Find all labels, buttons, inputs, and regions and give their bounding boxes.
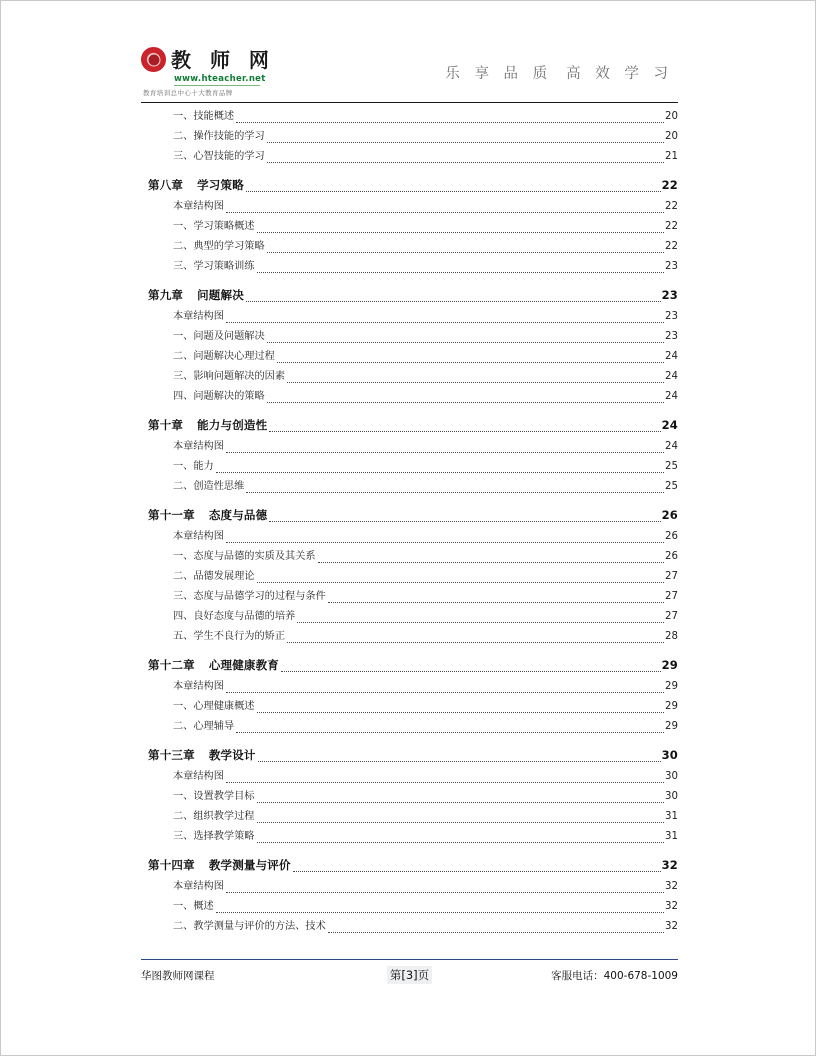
toc-chapter-title: 学习策略: [197, 178, 244, 192]
toc-entry-label: 三、选择教学策略: [173, 831, 255, 842]
toc-section-entry[interactable]: [141, 567, 678, 587]
toc-entry-label: 第十一章 态度与品德: [148, 504, 267, 527]
toc-page-number: 23: [665, 261, 678, 272]
toc-page-number: 32: [661, 858, 678, 872]
toc-page-number: 22: [665, 201, 678, 212]
red-round-seal-icon: [141, 47, 166, 72]
toc-section-entry[interactable]: [141, 127, 678, 147]
toc-section-entry[interactable]: [141, 347, 678, 367]
toc-section-entry[interactable]: [141, 787, 678, 807]
toc-dot-leader: [257, 712, 665, 713]
toc-entry-label: 本章结构图: [173, 311, 224, 322]
toc-page-number: 26: [665, 531, 678, 542]
toc-page-number: 32: [665, 921, 678, 932]
toc-dot-leader: [257, 272, 665, 273]
toc-entry-label: 一、问题及问题解决: [173, 331, 265, 342]
toc-page-number: 31: [665, 831, 678, 842]
toc-entry-label: 第十章 能力与创造性: [148, 414, 267, 437]
toc-entry-label: 本章结构图: [173, 681, 224, 692]
toc-section-entry[interactable]: [141, 827, 678, 847]
toc-group-gap: [141, 497, 678, 504]
toc-entry-label: 三、影响问题解决的因素: [173, 371, 286, 382]
toc-entry-label: 二、创造性思维: [173, 481, 245, 492]
toc-dot-leader: [269, 431, 660, 432]
toc-dot-leader: [258, 761, 661, 762]
toc-group-gap: [141, 847, 678, 854]
toc-page-number: 29: [665, 681, 678, 692]
toc-section-entry[interactable]: [141, 677, 678, 697]
toc-page-number: 24: [661, 418, 678, 432]
toc-dot-leader: [328, 932, 664, 933]
toc-entry-label: 二、问题解决心理过程: [173, 351, 275, 362]
toc-page-number: 23: [665, 331, 678, 342]
toc-page-number: 25: [665, 461, 678, 472]
toc-chapter-entry[interactable]: [141, 284, 678, 307]
toc-dot-leader: [293, 871, 661, 872]
toc-dot-leader: [226, 542, 664, 543]
toc-page-number: 20: [665, 111, 678, 122]
toc-dot-leader: [267, 402, 664, 403]
toc-dot-leader: [226, 322, 664, 323]
toc-entry-label: 一、概述: [173, 901, 214, 912]
toc-dot-leader: [226, 782, 664, 783]
toc-page-number: 28: [665, 631, 678, 642]
footer-service-phone: 客服电话：400-678-1009: [551, 969, 678, 982]
brand-name: 教 师 网: [171, 47, 275, 72]
toc-page-number: 21: [665, 151, 678, 162]
toc-page-number: 22: [665, 221, 678, 232]
toc-dot-leader: [257, 822, 665, 823]
toc-entry-label: 本章结构图: [173, 441, 224, 452]
toc-page-number: 25: [665, 481, 678, 492]
toc-page-number: 26: [665, 551, 678, 562]
toc-section-entry[interactable]: [141, 257, 678, 277]
toc-dot-leader: [328, 602, 664, 603]
toc-group-gap: [141, 277, 678, 284]
toc-entry-label: 本章结构图: [173, 531, 224, 542]
toc-section-entry[interactable]: [141, 897, 678, 917]
toc-section-entry[interactable]: [141, 877, 678, 897]
toc-section-entry[interactable]: [141, 767, 678, 787]
toc-entry-label: 一、态度与品德的实质及其关系: [173, 551, 316, 562]
toc-entry-label: 第八章 学习策略: [148, 174, 244, 197]
toc-dot-leader: [226, 212, 664, 213]
brand-logo: [141, 47, 275, 97]
toc-chapter-entry[interactable]: [141, 174, 678, 197]
toc-dot-leader: [277, 362, 664, 363]
toc-dot-leader: [226, 692, 664, 693]
toc-section-entry[interactable]: [141, 457, 678, 477]
footer-page-number: 第[3]页: [387, 966, 432, 984]
toc-page-number: 24: [665, 441, 678, 452]
toc-section-entry[interactable]: [141, 547, 678, 567]
footer-page-number-wrap: [341, 966, 478, 984]
toc-section-entry[interactable]: [141, 437, 678, 457]
toc-page-number: 32: [665, 881, 678, 892]
toc-entry-label: 二、品德发展理论: [173, 571, 255, 582]
header-divider: [141, 102, 678, 103]
toc-dot-leader: [267, 162, 664, 163]
toc-chapter-title: 问题解决: [197, 288, 244, 302]
footer-course-name: 华图教师网课程: [141, 969, 215, 982]
toc-page-number: 29: [661, 658, 678, 672]
toc-entry-label: 一、能力: [173, 461, 214, 472]
toc-entry-label: 一、技能概述: [173, 111, 235, 122]
toc-entry-label: 三、心智技能的学习: [173, 151, 265, 162]
toc-page-number: 27: [665, 591, 678, 602]
toc-page-number: 20: [665, 131, 678, 142]
toc-entry-label: 二、心理辅导: [173, 721, 235, 732]
slogan-left: 乐 享 品 质: [445, 65, 553, 82]
toc-entry-label: 四、问题解决的策略: [173, 391, 265, 402]
toc-section-entry[interactable]: [141, 147, 678, 167]
brand-tagline: 教育培训总中心十大教育品牌: [143, 89, 233, 97]
toc-page-number: 24: [665, 391, 678, 402]
toc-page-number: 30: [661, 748, 678, 762]
toc-section-entry[interactable]: [141, 237, 678, 257]
toc-dot-leader: [257, 582, 665, 583]
toc-section-entry[interactable]: [141, 477, 678, 497]
toc-section-entry[interactable]: [141, 367, 678, 387]
page-header: [141, 46, 677, 98]
toc-dot-leader: [226, 452, 664, 453]
toc-entry-label: 本章结构图: [173, 771, 224, 782]
table-of-contents: [141, 107, 678, 937]
slogan-right: 高 效 学 习: [566, 65, 673, 82]
toc-dot-leader: [257, 232, 665, 233]
toc-dot-leader: [246, 492, 664, 493]
toc-entry-label: 本章结构图: [173, 881, 224, 892]
toc-section-entry[interactable]: [141, 697, 678, 717]
toc-section-entry[interactable]: [141, 917, 678, 937]
toc-entry-label: 一、设置教学目标: [173, 791, 255, 802]
toc-page-number: 29: [665, 721, 678, 732]
toc-entry-label: 第九章 问题解决: [148, 284, 244, 307]
toc-page-number: 30: [665, 771, 678, 782]
toc-chapter-title: 教学测量与评价: [208, 858, 291, 872]
toc-page-number: 24: [665, 351, 678, 362]
toc-section-entry[interactable]: [141, 217, 678, 237]
toc-entry-label: 二、典型的学习策略: [173, 241, 265, 252]
toc-entry-label: 二、组织教学过程: [173, 811, 255, 822]
toc-dot-leader: [269, 521, 660, 522]
toc-dot-leader: [216, 472, 664, 473]
toc-dot-leader: [257, 802, 665, 803]
toc-section-entry[interactable]: [141, 587, 678, 607]
toc-dot-leader: [267, 252, 664, 253]
brand-url: www.hteacher.net: [174, 74, 266, 84]
toc-dot-leader: [297, 622, 664, 623]
toc-entry-label: 五、学生不良行为的矫正: [173, 631, 286, 642]
toc-dot-leader: [246, 301, 661, 302]
toc-entry-label: 本章结构图: [173, 201, 224, 212]
page-footer: [141, 963, 678, 987]
toc-group-gap: [141, 647, 678, 654]
toc-entry-label: 第十二章 心理健康教育: [148, 654, 279, 677]
toc-page-number: 23: [665, 311, 678, 322]
toc-dot-leader: [236, 732, 664, 733]
brand-logo-row: [141, 47, 275, 72]
toc-page-number: 29: [665, 701, 678, 712]
toc-page-number: 27: [665, 571, 678, 582]
toc-chapter-title: 教学设计: [208, 748, 256, 762]
toc-section-entry[interactable]: [141, 717, 678, 737]
toc-section-entry[interactable]: [141, 107, 678, 127]
toc-entry-label: 四、良好态度与品德的培养: [173, 611, 296, 622]
toc-dot-leader: [246, 191, 661, 192]
toc-chapter-entry[interactable]: [141, 504, 678, 527]
toc-page-number: 24: [665, 371, 678, 382]
toc-dot-leader: [287, 642, 664, 643]
header-slogan: [445, 62, 677, 83]
toc-entry-label: 第十四章 教学测量与评价: [148, 854, 291, 877]
toc-dot-leader: [287, 382, 664, 383]
toc-dot-leader: [318, 562, 664, 563]
toc-dot-leader: [216, 912, 664, 913]
toc-chapter-entry[interactable]: [141, 654, 678, 677]
toc-chapter-title: 心理健康教育: [208, 658, 280, 672]
toc-page-number: 31: [665, 811, 678, 822]
toc-section-entry[interactable]: [141, 527, 678, 547]
toc-section-entry[interactable]: [141, 607, 678, 627]
toc-chapter-entry[interactable]: [141, 854, 678, 877]
toc-page-number: 30: [665, 791, 678, 802]
toc-section-entry[interactable]: [141, 807, 678, 827]
toc-chapter-entry[interactable]: [141, 414, 678, 437]
toc-page-number: 22: [661, 178, 678, 192]
toc-section-entry[interactable]: [141, 327, 678, 347]
toc-dot-leader: [236, 122, 664, 123]
toc-dot-leader: [226, 892, 664, 893]
toc-dot-leader: [257, 842, 665, 843]
toc-section-entry[interactable]: [141, 307, 678, 327]
toc-page-number: 27: [665, 611, 678, 622]
toc-entry-label: 二、教学测量与评价的方法、技术: [173, 921, 326, 932]
toc-entry-label: 二、操作技能的学习: [173, 131, 265, 142]
toc-page-number: 26: [661, 508, 678, 522]
toc-page-number: 22: [665, 241, 678, 252]
toc-entry-label: 一、心理健康概述: [173, 701, 255, 712]
toc-page-number: 32: [665, 901, 678, 912]
footer-divider: [141, 959, 678, 960]
toc-chapter-title: 能力与创造性: [197, 418, 268, 432]
toc-section-entry[interactable]: [141, 627, 678, 647]
toc-entry-label: 第十三章 教学设计: [148, 744, 256, 767]
toc-group-gap: [141, 737, 678, 744]
toc-group-gap: [141, 407, 678, 414]
toc-chapter-title: 态度与品德: [208, 508, 268, 522]
toc-dot-leader: [267, 142, 664, 143]
toc-entry-label: 三、态度与品德学习的过程与条件: [173, 591, 326, 602]
toc-dot-leader: [267, 342, 664, 343]
toc-page-number: 23: [661, 288, 678, 302]
toc-section-entry[interactable]: [141, 197, 678, 217]
toc-entry-label: 一、学习策略概述: [173, 221, 255, 232]
toc-entry-label: 三、学习策略训练: [173, 261, 255, 272]
toc-dot-leader: [281, 671, 661, 672]
toc-group-gap: [141, 167, 678, 174]
toc-chapter-entry[interactable]: [141, 744, 678, 767]
toc-section-entry[interactable]: [141, 387, 678, 407]
